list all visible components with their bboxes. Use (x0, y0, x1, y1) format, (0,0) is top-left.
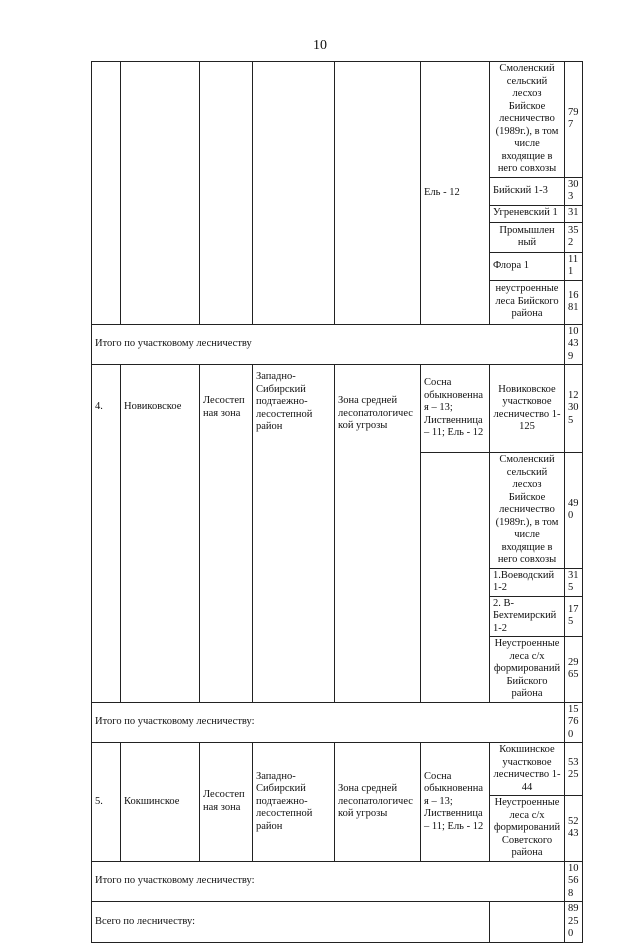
cell-area: 12305 (565, 365, 583, 453)
cell-species: Ель - 12 (421, 62, 490, 325)
cell-district: Бийский 1-3 (490, 177, 565, 205)
cell-district: Неустроенные леса с/х формирований Бийского района (490, 637, 565, 703)
cell-zone: Лесостеп ная зона (200, 743, 253, 862)
cell-zone (200, 62, 253, 325)
subtotal-label: Итого по участковому лесничеству (92, 324, 565, 365)
subtotal-label: Итого по участковому лесничеству: (92, 702, 565, 743)
cell-species: Сосна обыкновенная – 13; Лиственница – 11; Ель - 12 (421, 743, 490, 862)
cell-district: Новиковское участковое лесничество 1-125 (490, 365, 565, 453)
zone-text: Лесостеп ная зона (203, 395, 245, 419)
cell-region (253, 365, 335, 703)
forestry-name: Новиковское (124, 401, 182, 412)
total-blank (490, 902, 565, 943)
cell-district: Смоленский сельский лесхоз Бийское лесничество (1989г.), в том числе входящие в него совхозы (490, 62, 565, 178)
cell-threat (335, 62, 421, 325)
cell-name (121, 62, 200, 325)
cell-area: 111 (565, 252, 583, 280)
cell-district: Смоленский сельский лесхоз Бийское лесничество (1989г.), в том числе входящие в него совхозы (490, 453, 565, 569)
cell-number: 5. (92, 743, 121, 862)
cell-area: 315 (565, 568, 583, 596)
total-label: Всего по лесничеству: (92, 902, 490, 943)
table-row (92, 62, 583, 178)
cell-area: 303 (565, 177, 583, 205)
subtotal-row (92, 702, 583, 743)
cell-threat: Зона средней лесопатологичес кой угрозы (335, 743, 421, 862)
total-row (92, 902, 583, 943)
subtotal-row (92, 324, 583, 365)
subtotal-label: Итого по участковому лесничеству: (92, 861, 565, 902)
cell-region: Западно-Сибирский подтаежно-лесостепной район (253, 743, 335, 862)
cell-area: 490 (565, 453, 583, 569)
cell-name: Кокшинское (121, 743, 200, 862)
cell-name (121, 365, 200, 703)
row-number: 4. (95, 401, 103, 412)
table-row (92, 743, 583, 796)
subtotal-area: 15760 (565, 702, 583, 743)
cell-district: Неустроенные леса с/х формирований Советского района (490, 796, 565, 862)
total-area: 89250 (565, 902, 583, 943)
page-number: 10 (313, 38, 327, 53)
subtotal-area: 10439 (565, 324, 583, 365)
cell-district: 2. В-Бехтемирский 1-2 (490, 596, 565, 637)
cell-district: Угреневский 1 (490, 205, 565, 222)
cell-area: 31 (565, 205, 583, 222)
cell-species (421, 453, 490, 703)
cell-area: 352 (565, 222, 583, 252)
subtotal-area: 10568 (565, 861, 583, 902)
cell-threat (335, 365, 421, 703)
cell-area: 1681 (565, 280, 583, 324)
cell-zone (200, 365, 253, 703)
cell-area: 5325 (565, 743, 583, 796)
cell-area: 5243 (565, 796, 583, 862)
cell-district: неустроенные леса Бийского района (490, 280, 565, 324)
cell-district: Кокшинское участковое лесничество 1-44 (490, 743, 565, 796)
cell-district: Промышлен ный (490, 222, 565, 252)
cell-region (253, 62, 335, 325)
cell-number (92, 365, 121, 703)
cell-district: Флора 1 (490, 252, 565, 280)
cell-number (92, 62, 121, 325)
forestry-table (91, 61, 583, 943)
table-row (92, 365, 583, 453)
cell-district: 1.Воеводский 1-2 (490, 568, 565, 596)
cell-area: 175 (565, 596, 583, 637)
cell-area: 797 (565, 62, 583, 178)
cell-species: Сосна обыкновенная – 13; Лиственница – 11; Ель - 12 (421, 365, 490, 453)
cell-area: 2965 (565, 637, 583, 703)
region-text: Западно-Сибирский подтаежно-лесостепной район (256, 371, 313, 432)
threat-text: Зона средней лесопатологичес кой угрозы (338, 395, 413, 431)
subtotal-row (92, 861, 583, 902)
